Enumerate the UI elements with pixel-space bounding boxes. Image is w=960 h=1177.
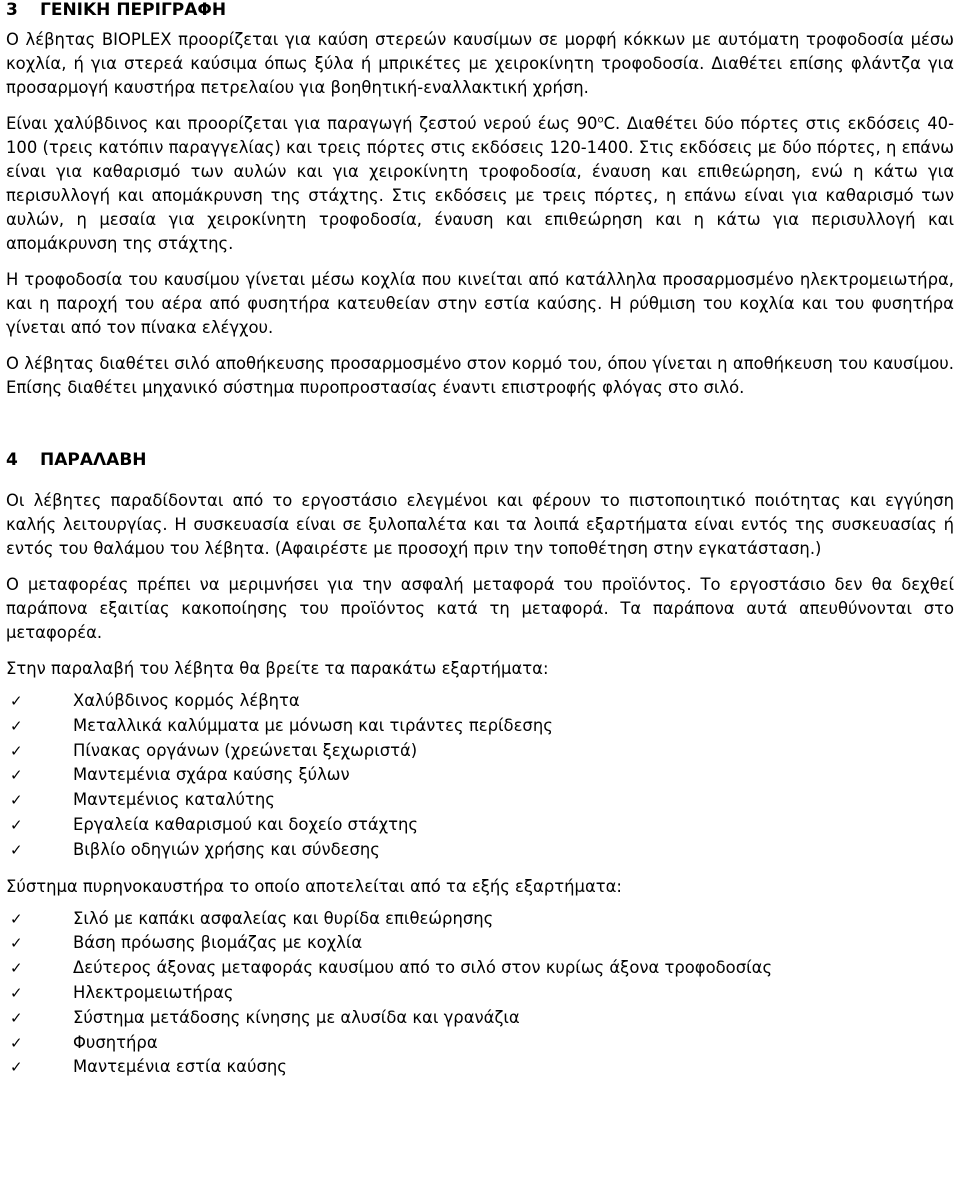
checkmark-icon: ✓: [10, 1008, 23, 1027]
list-item: [6, 714, 954, 739]
list-item: [6, 956, 954, 981]
list-item: [6, 931, 954, 956]
list-item-text: Φυσητήρα: [73, 1032, 158, 1052]
list-2-intro: Σύστημα πυρηνοκαυστήρα το οποίο αποτελείται από τα εξής εξαρτήματα:: [6, 876, 622, 896]
list-item: [6, 907, 954, 932]
section-3-paragraph-2: [6, 112, 954, 256]
checkmark-icon: ✓: [10, 1033, 23, 1052]
section-4-paragraph-2: Ο μεταφορέας πρέπει να μεριμνήσει για την ασφαλή μεταφορά του προϊόντος. Το εργοστάσιο δεν θα δεχθεί παράπονα εξαιτίας κακοποίησης του προϊόντος κατά τη μεταφορά. Τα παράπονα αυτά απευθύνονται στο μεταφορέα.: [6, 575, 954, 642]
list-item-text: Πίνακας οργάνων (χρεώνεται ξεχωριστά): [73, 740, 418, 760]
list-1-intro: Στην παραλαβή του λέβητα θα βρείτε τα παρακάτω εξαρτήματα:: [6, 659, 549, 678]
list-item: [6, 763, 954, 788]
list-item: [6, 1031, 954, 1056]
temp-text-before: Είναι χαλύβδινος και προορίζεται για παραγωγή ζεστού νερού έως 90: [6, 114, 598, 133]
list-item-text: Δεύτερος άξονας μεταφοράς καυσίμου από το σιλό στον κυρίως άξονα τροφοδοσίας: [73, 958, 773, 978]
list-item: [6, 813, 954, 838]
list-1-received-parts: [6, 689, 954, 863]
checkmark-icon: ✓: [10, 791, 23, 810]
checkmark-icon: ✓: [10, 909, 23, 928]
checkmark-icon: ✓: [10, 692, 23, 710]
temp-text-after: C. Διαθέτει δύο πόρτες στις εκδόσεις 40-100 (τρεις κατόπιν παραγγελίας) και τρεις πόρτες στις εκδόσεις 120-1400. Στις εκδόσεις με δύο πόρτες, η επάνω είναι για καθαρισμό των αυλών και για χειροκίνητη τροφοδοσία, έναυση και επιθεώρηση, ενώ η κάτω για περισυλλογή και απομάκρυνση της στάχτης. Στις εκδόσεις με τρεις πόρτες, η επάνω είναι για καθαρισμό των αυλών, η μεσαία για χειροκίνητη τροφοδοσία, έναυση και επιθεώρηση και η κάτω για περισυλλογή και απομάκρυνση της στάχτης.: [6, 114, 955, 253]
checkmark-icon: ✓: [10, 815, 23, 834]
checkmark-icon: ✓: [10, 741, 23, 760]
checkmark-icon: ✓: [10, 959, 23, 978]
section-4-heading: [6, 448, 954, 472]
list-item-text: Μεταλλικά καλύμματα με μόνωση και τιράντες περίδεσης: [73, 715, 553, 735]
section-3-paragraph-4: Ο λέβητας διαθέτει σιλό αποθήκευσης προσαρμοσμένο στον κορμό του, όπου γίνεται η αποθήκευση του καυσίμου. Επίσης διαθέτει μηχανικό σύστημα πυροπροστασίας έναντι επιστροφής φλόγας στο σιλό.: [6, 354, 954, 397]
checkmark-icon: ✓: [10, 766, 23, 785]
section-4-number: 4: [6, 450, 18, 470]
list-item-text: Μαντεμένιος καταλύτης: [73, 790, 275, 810]
section-3-paragraph-3: Η τροφοδοσία του καυσίμου γίνεται μέσω κοχλία που κινείται από κατάλληλα προσαρμοσμένο ηλεκτρομειωτήρα, και η παροχή του αέρα από φυσητήρα κατευθείαν στην εστία καύσης. Η ρύθμιση του κοχλία και του φυσητήρα γίνεται από τον πίνακα ελέγχου.: [6, 270, 954, 337]
checkmark-icon: ✓: [10, 716, 23, 735]
list-item-text: Εργαλεία καθαρισμού και δοχείο στάχτης: [73, 814, 418, 834]
section-3-heading: [6, 0, 954, 22]
list-item-text: Χαλύβδινος κορμός λέβητα: [73, 691, 300, 710]
list-item-text: Βάση πρόωσης βιομάζας με κοχλία: [73, 933, 363, 953]
list-item: [6, 689, 954, 714]
list-item-text: Μαντεμένια εστία καύσης: [73, 1057, 287, 1077]
list-item-text: Σύστημα μετάδοσης κίνησης με αλυσίδα και γρανάζια: [73, 1007, 520, 1027]
list-item-text: Ηλεκτρομειωτήρας: [73, 982, 234, 1002]
list-item: [6, 1055, 954, 1080]
list-item: [6, 1006, 954, 1031]
section-3-number: 3: [6, 0, 18, 20]
list-item-text: Μαντεμένια σχάρα καύσης ξύλων: [73, 765, 350, 785]
list-item: [6, 838, 954, 863]
checkmark-icon: ✓: [10, 983, 23, 1002]
list-item: [6, 788, 954, 813]
degree-superscript: ο: [597, 114, 604, 126]
list-item-text: Βιβλίο οδηγιών χρήσης και σύνδεσης: [73, 839, 380, 859]
section-3-paragraph-1: Ο λέβητας BIOPLEX προορίζεται για καύση στερεών καυσίμων σε μορφή κόκκων με αυτόματη τροφοδοσία μέσω κοχλία, ή για στερεά καύσιμα όπως ξύλα ή μπρικέτες με χειροκίνητη τροφοδοσία. Διαθέτει επίσης φλάντζα για προσαρμογή καυστήρα πετρελαίου για βοηθητική-εναλλακτική χρήση.: [6, 30, 954, 97]
section-4-paragraph-1: Οι λέβητες παραδίδονται από το εργοστάσιο ελεγμένοι και φέρουν το πιστοποιητικό ποιότητας και εγγύηση καλής λειτουργίας. Η συσκευασία είναι σε ξυλοπαλέτα και τα λοιπά εξαρτήματα είναι εντός της συσκευασίας ή εντός του θαλάμου του λέβητα. (Αφαιρέστε με προσοχή πριν την τοποθέτηση στην εγκατάσταση.): [6, 491, 954, 558]
list-2-burner-parts: [6, 907, 954, 1081]
list-item: [6, 739, 954, 764]
checkmark-icon: ✓: [10, 934, 23, 953]
checkmark-icon: ✓: [10, 840, 23, 859]
list-item-text: Σιλό με καπάκι ασφαλείας και θυρίδα επιθεώρησης: [73, 908, 494, 928]
list-item: [6, 981, 954, 1006]
section-3-title: ΓΕΝΙΚΗ ΠΕΡΙΓΡΑΦΗ: [40, 0, 227, 20]
section-4-title: ΠΑΡΑΛΑΒΗ: [40, 450, 147, 470]
checkmark-icon: ✓: [10, 1058, 23, 1077]
